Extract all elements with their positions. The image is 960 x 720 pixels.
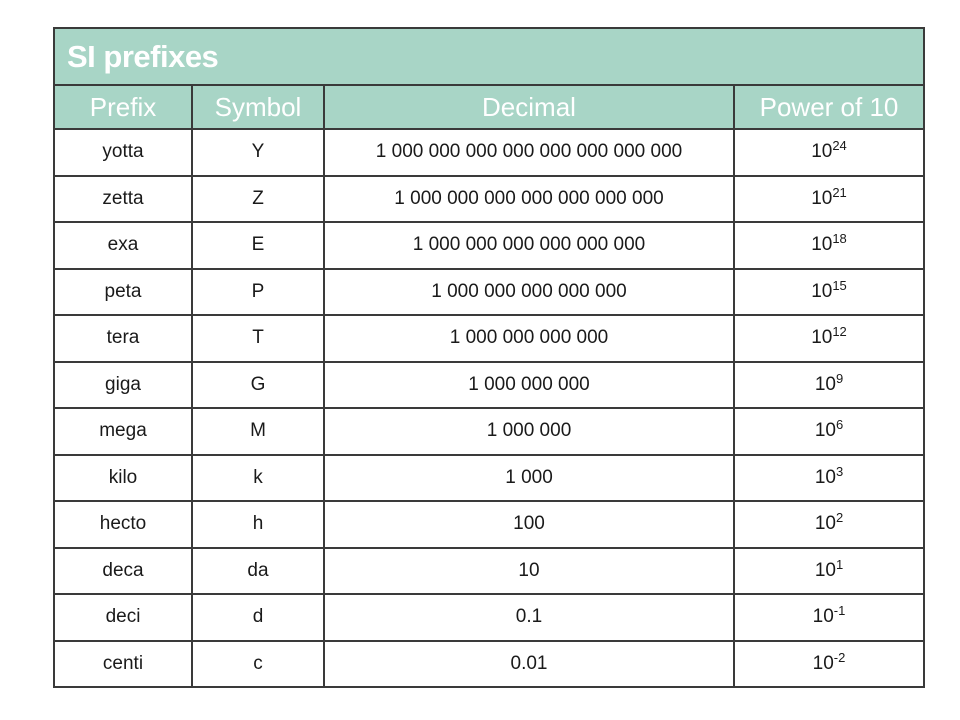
- decimal-cell: 100: [324, 501, 734, 548]
- power-of-10-cell: [734, 176, 923, 223]
- power-exponent: 21: [832, 184, 847, 200]
- prefix-cell: deci: [55, 594, 192, 641]
- prefix-cell: giga: [55, 362, 192, 409]
- prefix-cell: peta: [55, 269, 192, 316]
- symbol-cell: c: [192, 641, 324, 687]
- table-row: [55, 129, 923, 176]
- symbol-cell: da: [192, 548, 324, 595]
- column-header-prefix: Prefix: [55, 86, 192, 129]
- power-exponent: 3: [835, 463, 844, 479]
- power-exponent: -2: [833, 649, 846, 665]
- si-prefixes-table-card: [53, 27, 925, 688]
- power-base: 10: [811, 327, 833, 349]
- column-header-power-of-10: Power of 10: [734, 86, 923, 129]
- decimal-cell: 10: [324, 548, 734, 595]
- power-base: 10: [814, 373, 836, 395]
- decimal-cell: 1 000: [324, 455, 734, 502]
- si-prefixes-table: [55, 86, 923, 686]
- power-exponent: 15: [832, 277, 847, 293]
- header-row: [55, 86, 923, 129]
- decimal-cell: 1 000 000 000 000 000 000: [324, 222, 734, 269]
- power-of-10-cell: [734, 315, 923, 362]
- decimal-cell: 1 000 000 000 000 000 000 000: [324, 176, 734, 223]
- power-of-10-cell: [734, 222, 923, 269]
- prefix-cell: exa: [55, 222, 192, 269]
- decimal-cell: 1 000 000 000 000: [324, 315, 734, 362]
- symbol-cell: Y: [192, 129, 324, 176]
- symbol-cell: T: [192, 315, 324, 362]
- table-row: [55, 501, 923, 548]
- prefix-cell: hecto: [55, 501, 192, 548]
- symbol-cell: k: [192, 455, 324, 502]
- power-exponent: -1: [833, 603, 846, 619]
- symbol-cell: d: [192, 594, 324, 641]
- table-row: [55, 408, 923, 455]
- decimal-cell: 0.01: [324, 641, 734, 687]
- power-base: 10: [814, 466, 836, 488]
- prefix-cell: deca: [55, 548, 192, 595]
- symbol-cell: M: [192, 408, 324, 455]
- table-row: [55, 269, 923, 316]
- column-header-symbol: Symbol: [192, 86, 324, 129]
- power-exponent: 18: [832, 231, 847, 247]
- prefix-cell: centi: [55, 641, 192, 687]
- table-row: [55, 455, 923, 502]
- column-header-decimal: Decimal: [324, 86, 734, 129]
- power-of-10-cell: [734, 269, 923, 316]
- power-of-10-cell: [734, 641, 923, 687]
- symbol-cell: h: [192, 501, 324, 548]
- decimal-cell: 1 000 000 000 000 000: [324, 269, 734, 316]
- symbol-cell: G: [192, 362, 324, 409]
- power-base: 10: [814, 420, 836, 442]
- decimal-cell: 0.1: [324, 594, 734, 641]
- power-exponent: 1: [835, 556, 844, 572]
- power-of-10-cell: [734, 129, 923, 176]
- power-base: 10: [814, 513, 836, 535]
- prefix-cell: kilo: [55, 455, 192, 502]
- table-row: [55, 222, 923, 269]
- table-row: [55, 176, 923, 223]
- decimal-cell: 1 000 000: [324, 408, 734, 455]
- table-row: [55, 362, 923, 409]
- power-base: 10: [811, 141, 833, 163]
- symbol-cell: Z: [192, 176, 324, 223]
- table-body: [55, 129, 923, 686]
- power-of-10-cell: [734, 408, 923, 455]
- power-exponent: 12: [832, 324, 847, 340]
- decimal-cell: 1 000 000 000: [324, 362, 734, 409]
- power-base: 10: [812, 606, 834, 628]
- power-exponent: 24: [832, 138, 847, 154]
- symbol-cell: E: [192, 222, 324, 269]
- table-row: [55, 548, 923, 595]
- power-base: 10: [811, 280, 833, 302]
- power-base: 10: [811, 187, 833, 209]
- power-base: 10: [814, 559, 836, 581]
- prefix-cell: yotta: [55, 129, 192, 176]
- power-base: 10: [812, 652, 834, 674]
- decimal-cell: 1 000 000 000 000 000 000 000 000: [324, 129, 734, 176]
- table-title: SI prefixes: [55, 29, 923, 86]
- prefix-cell: tera: [55, 315, 192, 362]
- power-of-10-cell: [734, 548, 923, 595]
- power-base: 10: [811, 234, 833, 256]
- power-of-10-cell: [734, 362, 923, 409]
- symbol-cell: P: [192, 269, 324, 316]
- power-of-10-cell: [734, 594, 923, 641]
- power-exponent: 6: [835, 417, 844, 433]
- prefix-cell: mega: [55, 408, 192, 455]
- power-exponent: 2: [835, 510, 844, 526]
- prefix-cell: zetta: [55, 176, 192, 223]
- table-row: [55, 594, 923, 641]
- power-of-10-cell: [734, 501, 923, 548]
- table-row: [55, 315, 923, 362]
- power-of-10-cell: [734, 455, 923, 502]
- power-exponent: 9: [835, 370, 844, 386]
- table-row: [55, 641, 923, 687]
